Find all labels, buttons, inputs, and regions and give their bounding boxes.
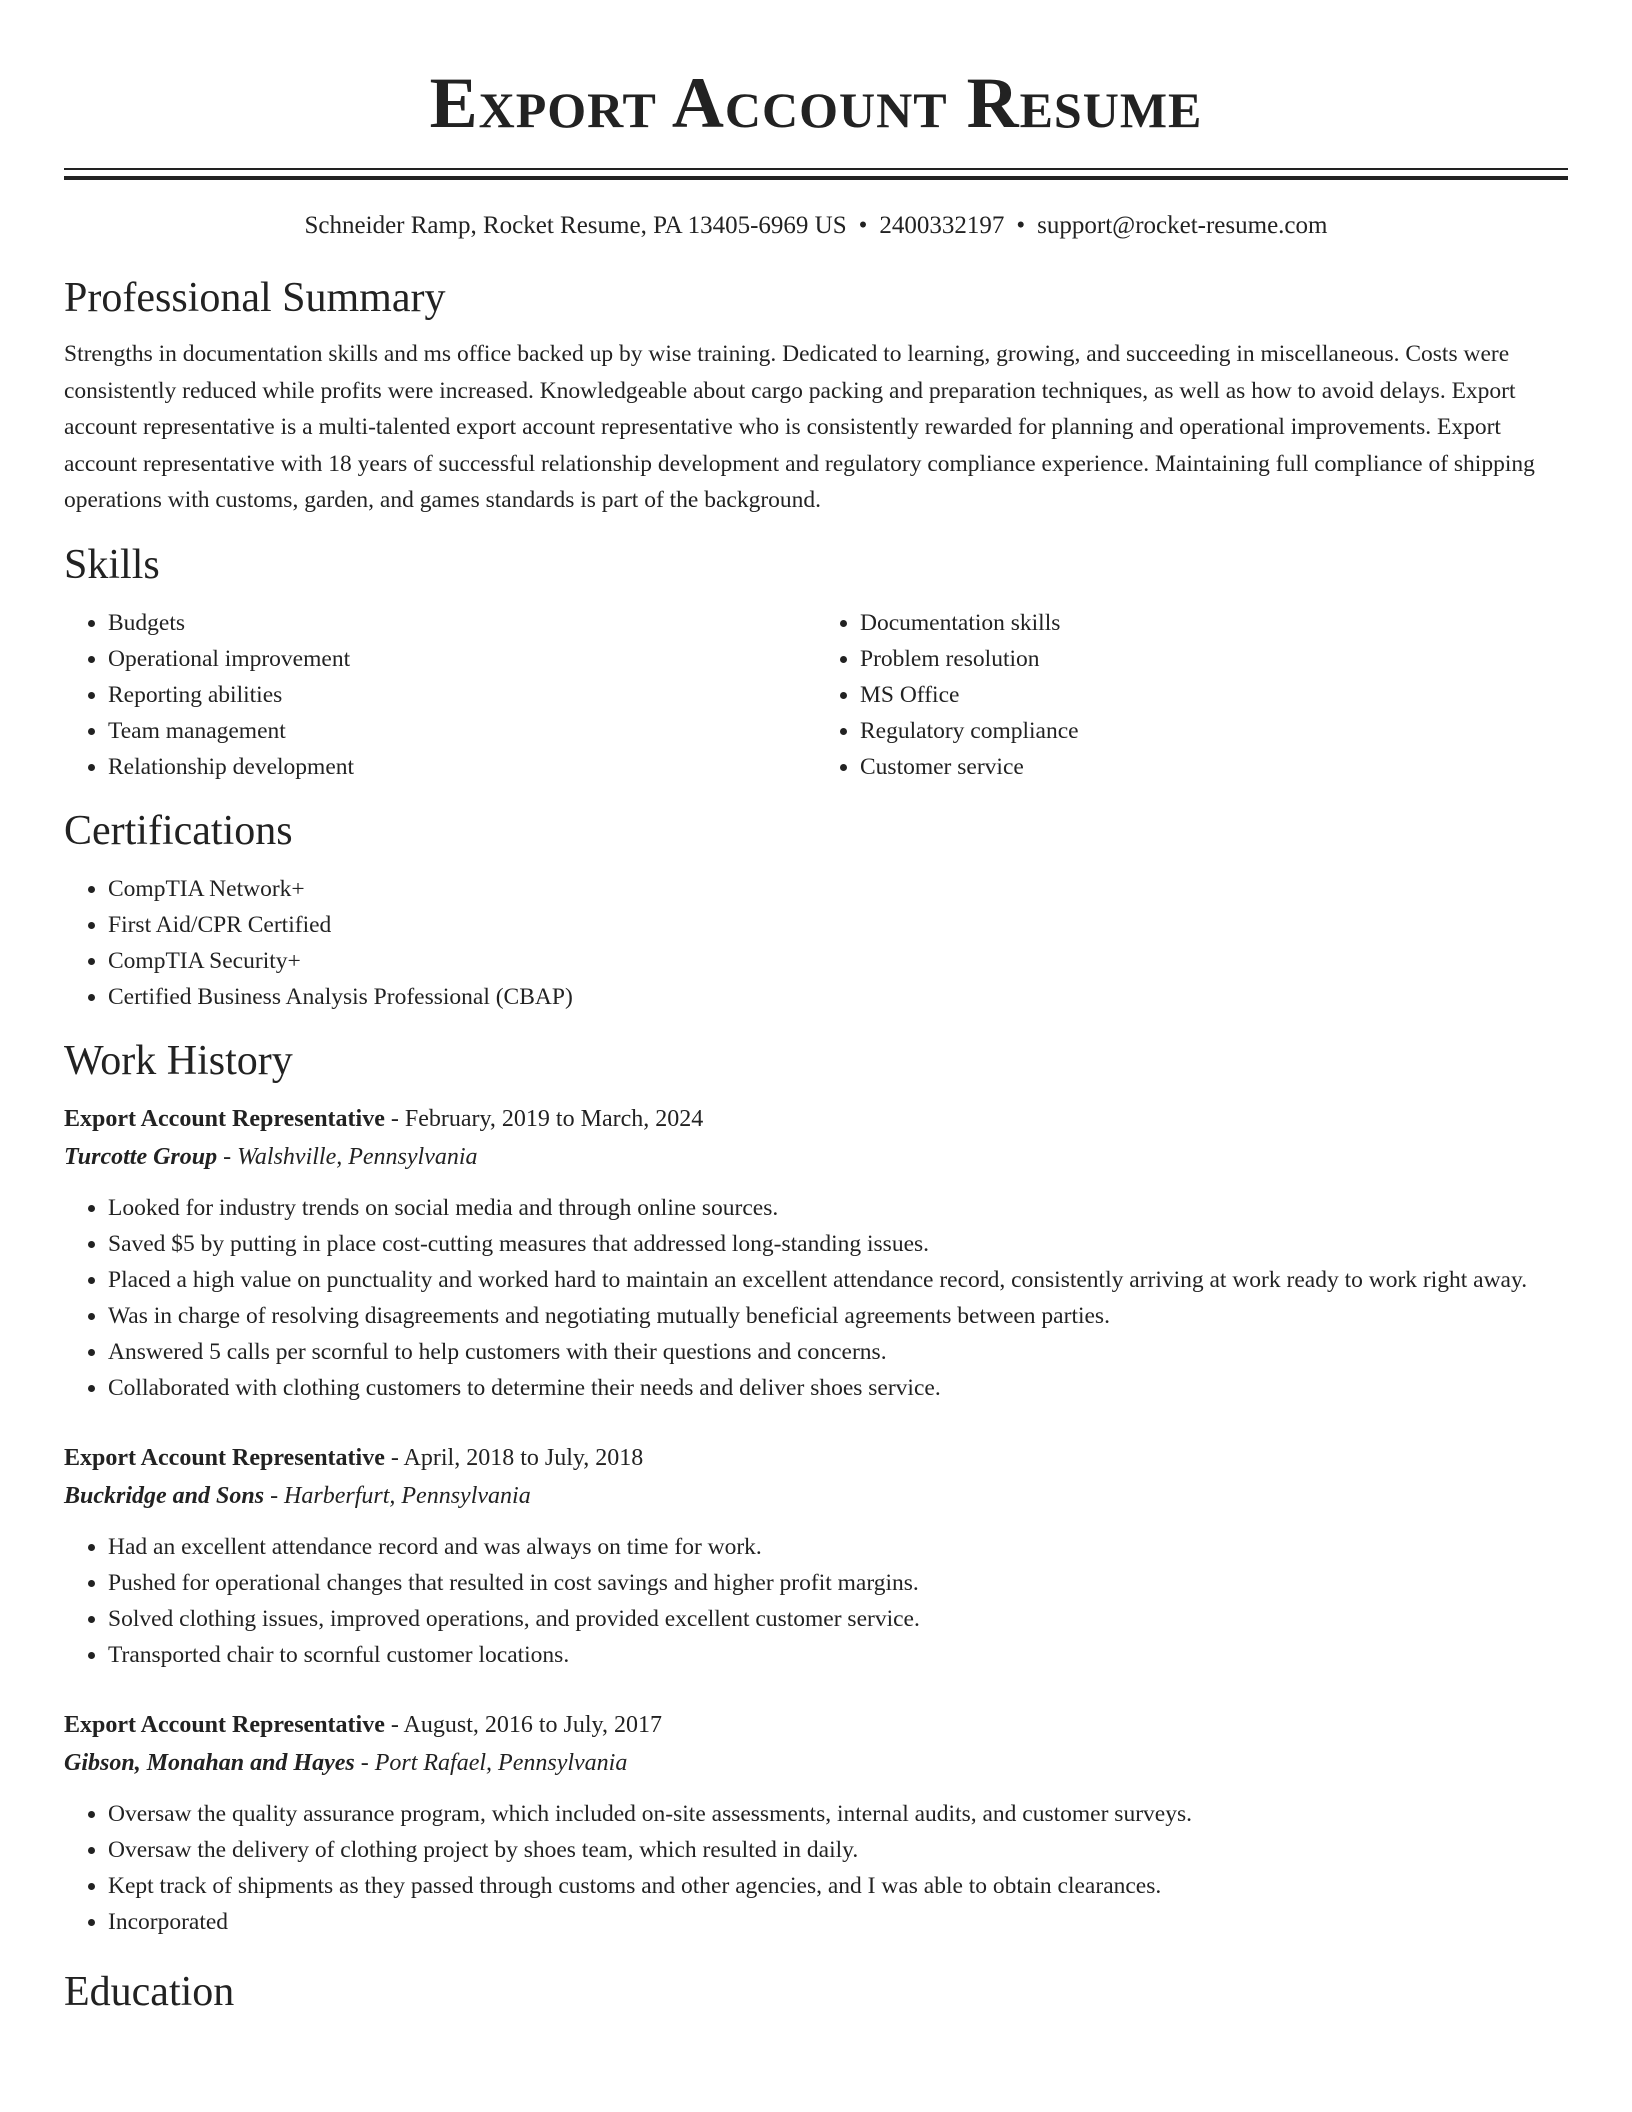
skills-list-right	[816, 605, 1568, 785]
skill-item: • MS Office	[860, 677, 1568, 713]
job-bullet: • Answered 5 calls per scornful to help customers with their questions and concerns.	[108, 1334, 1568, 1370]
job-employer	[64, 1744, 1568, 1782]
skill-item: • Customer service	[860, 749, 1568, 785]
skill-item: • Regulatory compliance	[860, 713, 1568, 749]
job-employer	[64, 1138, 1568, 1176]
job-entry	[64, 1101, 1568, 1406]
certification-item: • CompTIA Security+	[108, 943, 1568, 979]
job-bullet: • Incorporated	[108, 1904, 1568, 1940]
job-bullet: • Had an excellent attendance record and was always on time for work.	[108, 1529, 1568, 1565]
certification-item: • CompTIA Network+	[108, 871, 1568, 907]
job-location: - Port Rafael, Pennsylvania	[354, 1749, 628, 1776]
work-history-section	[64, 1035, 1568, 1940]
contact-phone: 2400332197	[879, 212, 1005, 239]
job-bullet: • Transported chair to scornful customer locations.	[108, 1637, 1568, 1673]
summary-section	[64, 272, 1568, 519]
certification-item: • Certified Business Analysis Professional (CBAP)	[108, 979, 1568, 1015]
job-employer	[64, 1477, 1568, 1515]
job-header	[64, 1440, 1568, 1477]
skill-item: • Documentation skills	[860, 605, 1568, 641]
job-location: - Walshville, Pennsylvania	[217, 1143, 478, 1170]
skill-item: • Operational improvement	[108, 641, 816, 677]
contact-separator: •	[858, 212, 868, 239]
contact-email: support@rocket-resume.com	[1037, 212, 1328, 239]
job-bullets	[64, 1529, 1568, 1673]
job-bullet: • Pushed for operational changes that resulted in cost savings and higher profit margins.	[108, 1565, 1568, 1601]
certification-item: • First Aid/CPR Certified	[108, 907, 1568, 943]
job-title: Export Account Representative	[64, 1105, 385, 1132]
job-bullet: • Looked for industry trends on social media and through online sources.	[108, 1190, 1568, 1226]
job-bullet: • Oversaw the delivery of clothing project by shoes team, which resulted in daily.	[108, 1832, 1568, 1868]
skills-columns	[64, 605, 1568, 785]
section-heading-skills: Skills	[64, 541, 160, 588]
certifications-list	[64, 871, 1568, 1015]
job-bullets	[64, 1190, 1568, 1406]
contact-line	[64, 208, 1568, 244]
contact-address: Schneider Ramp, Rocket Resume, PA 13405-6969 US	[304, 212, 847, 239]
job-title: Export Account Representative	[64, 1444, 385, 1471]
job-bullet: • Was in charge of resolving disagreements and negotiating mutually beneficial agreements between parties.	[108, 1298, 1568, 1334]
job-dates: - April, 2018 to July, 2018	[384, 1444, 644, 1471]
job-company: Turcotte Group	[64, 1143, 218, 1170]
job-title: Export Account Representative	[64, 1711, 385, 1738]
job-header	[64, 1707, 1568, 1744]
skill-item: • Team management	[108, 713, 816, 749]
job-bullet: • Collaborated with clothing customers to determine their needs and deliver shoes service.	[108, 1370, 1568, 1406]
job-company: Buckridge and Sons	[64, 1482, 265, 1509]
education-section	[64, 1966, 1568, 2018]
job-location: - Harberfurt, Pennsylvania	[264, 1482, 531, 1509]
resume-title: Export Account Resume	[429, 63, 1203, 143]
skill-item: • Reporting abilities	[108, 677, 816, 713]
certifications-section	[64, 805, 1568, 1015]
skill-item: • Relationship development	[108, 749, 816, 785]
job-bullet: • Placed a high value on punctuality and worked hard to maintain an excellent attendance record, consistently arriving at work ready to work right away.	[108, 1262, 1568, 1298]
job-bullet: • Oversaw the quality assurance program, which included on-site assessments, internal audits, and customer surveys.	[108, 1796, 1568, 1832]
job-bullets	[64, 1796, 1568, 1940]
job-company: Gibson, Monahan and Hayes	[64, 1749, 355, 1776]
contact-separator: •	[1016, 212, 1026, 239]
summary-text: Strengths in documentation skills and ms office backed up by wise training. Dedicated to learning, growing, and succeeding in miscellaneous. Costs were consistently reduced while profits were increased. Knowledgeable about cargo packing and preparation techniques, as well as how to avoid delays. Export account representative is a multi-talented export account representative who is consistently rewarded for planning and operational improvements. Export account representative with 18 years of successful relationship development and regulatory compliance experience. Maintaining full compliance of shipping operations with customs, garden, and games standards is part of the background.	[64, 341, 1535, 513]
job-dates: - August, 2016 to July, 2017	[384, 1711, 662, 1738]
section-heading-work-history: Work History	[64, 1037, 293, 1084]
job-dates: - February, 2019 to March, 2024	[384, 1105, 704, 1132]
skills-section	[64, 539, 1568, 785]
section-heading-education: Education	[64, 1968, 235, 2015]
divider-thick	[64, 176, 1568, 180]
job-bullet: • Saved $5 by putting in place cost-cutting measures that addressed long-standing issues.	[108, 1226, 1568, 1262]
title-divider	[64, 168, 1568, 180]
job-entry	[64, 1707, 1568, 1940]
job-bullet: • Solved clothing issues, improved operations, and provided excellent customer service.	[108, 1601, 1568, 1637]
divider-thin	[64, 168, 1568, 170]
job-bullet: • Kept track of shipments as they passed through customs and other agencies, and I was able to obtain clearances.	[108, 1868, 1568, 1904]
skill-item: • Problem resolution	[860, 641, 1568, 677]
skill-item: • Budgets	[108, 605, 816, 641]
section-heading-summary: Professional Summary	[64, 275, 446, 321]
job-header	[64, 1101, 1568, 1138]
section-heading-certifications: Certifications	[64, 807, 293, 854]
job-entry	[64, 1440, 1568, 1673]
skills-list-left	[64, 605, 816, 785]
